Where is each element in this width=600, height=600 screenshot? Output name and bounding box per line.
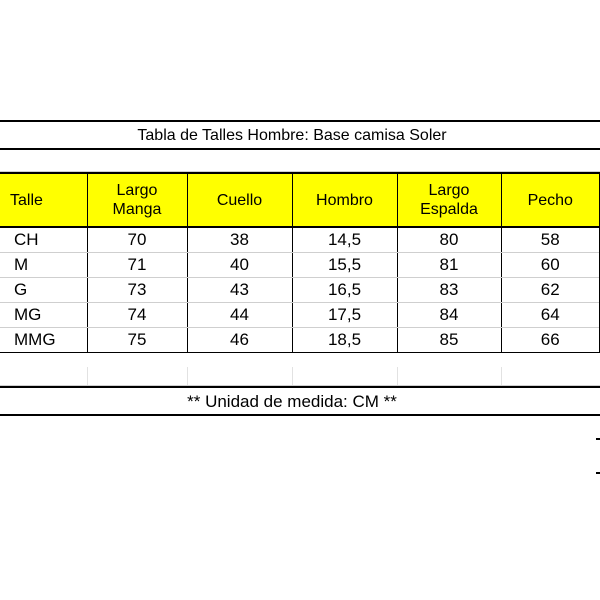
table-row xyxy=(0,278,600,303)
cell-largo-manga: 70 xyxy=(87,227,187,253)
table-row xyxy=(0,227,600,253)
header-hombro: Hombro xyxy=(292,173,397,227)
cell-cuello: 46 xyxy=(187,328,292,353)
spacer-row xyxy=(0,150,600,172)
cell-pecho: 66 xyxy=(501,328,600,353)
cell-cuello: 43 xyxy=(187,278,292,303)
cell-hombro: 16,5 xyxy=(292,278,397,303)
edge-mark xyxy=(596,438,600,440)
cell-largo-manga: 71 xyxy=(87,253,187,278)
header-pecho: Pecho xyxy=(501,173,600,227)
cell-cuello: 38 xyxy=(187,227,292,253)
size-table xyxy=(0,172,600,353)
header-talle: Talle xyxy=(0,173,87,227)
table-row xyxy=(0,328,600,353)
header-largo-espalda: Largo Espalda xyxy=(397,173,501,227)
cell-largo-manga: 73 xyxy=(87,278,187,303)
cell-hombro: 14,5 xyxy=(292,227,397,253)
cell-cuello: 40 xyxy=(187,253,292,278)
cell-talle: MG xyxy=(0,303,87,328)
chart-title: Tabla de Talles Hombre: Base camisa Soler xyxy=(137,127,447,144)
cell-pecho: 58 xyxy=(501,227,600,253)
cell-largo-manga: 75 xyxy=(87,328,187,353)
cell-largo-espalda: 81 xyxy=(397,253,501,278)
cell-largo-espalda: 85 xyxy=(397,328,501,353)
cell-largo-espalda: 80 xyxy=(397,227,501,253)
cell-pecho: 62 xyxy=(501,278,600,303)
header-cuello: Cuello xyxy=(187,173,292,227)
cell-largo-manga: 74 xyxy=(87,303,187,328)
cell-talle: M xyxy=(0,253,87,278)
cell-talle: CH xyxy=(0,227,87,253)
cell-hombro: 17,5 xyxy=(292,303,397,328)
size-chart-sheet xyxy=(0,120,600,416)
header-largo-manga: Largo Manga xyxy=(87,173,187,227)
table-row xyxy=(0,303,600,328)
cell-talle: G xyxy=(0,278,87,303)
cell-largo-espalda: 83 xyxy=(397,278,501,303)
cell-pecho: 64 xyxy=(501,303,600,328)
edge-mark xyxy=(596,472,600,474)
cell-hombro: 18,5 xyxy=(292,328,397,353)
table-row xyxy=(0,253,600,278)
cell-cuello: 44 xyxy=(187,303,292,328)
footer-row xyxy=(0,386,600,416)
chart-title-row xyxy=(0,120,600,150)
cell-largo-espalda: 84 xyxy=(397,303,501,328)
cell-hombro: 15,5 xyxy=(292,253,397,278)
cell-pecho: 60 xyxy=(501,253,600,278)
unit-note: ** Unidad de medida: CM ** xyxy=(187,392,397,411)
header-row xyxy=(0,173,600,227)
cell-talle: MMG xyxy=(0,328,87,353)
blank-row xyxy=(0,367,600,386)
